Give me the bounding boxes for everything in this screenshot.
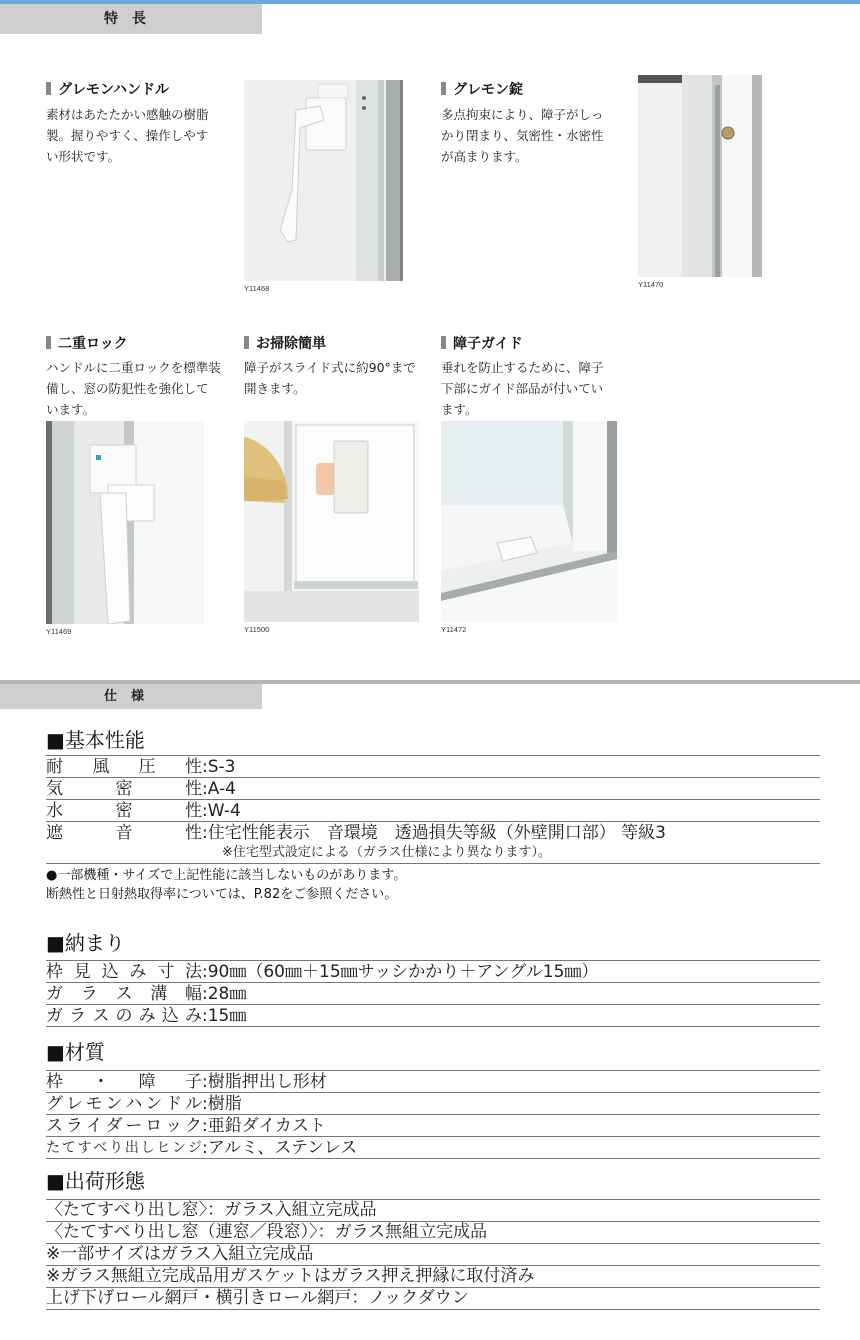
- spec-value: 亜鉛ダイカスト: [207, 1116, 326, 1136]
- spec-label: 枠 見 込 み 寸 法: [46, 962, 202, 982]
- spec-value: 90㎜（60㎜＋15㎜サッシかかり＋アングル15㎜）: [207, 962, 599, 982]
- feature-desc-double-lock: ハンドルに二重ロックを標準装 備し、窓の防犯性を強化して います。: [46, 360, 221, 417]
- features-header-title: 特長: [104, 11, 160, 27]
- spec-label: ガ ラ ス 溝 幅: [46, 984, 202, 1004]
- spec-row: ガ ラ ス 溝 幅 : 28㎜: [46, 983, 820, 1005]
- shipping-row: ※一部サイズはガラス入組立完成品: [46, 1244, 820, 1266]
- spec-value: S-3: [207, 757, 236, 777]
- shipping-row: 〈たてすべり出し窓〉：ガラス入組立完成品: [46, 1199, 820, 1222]
- spec-label: 耐 風 圧 性: [46, 757, 202, 777]
- spec-label: ガ ラ ス の み 込 み: [46, 1006, 202, 1026]
- feature-desc-cleaning: 障子がスライド式に約90°まで 開きます。: [244, 360, 416, 396]
- spec-row: グ レ モ ン ハ ン ド ル : 樹脂: [46, 1093, 820, 1115]
- spec-label: 遮 音 性: [46, 823, 202, 843]
- spec-value: W-4: [207, 801, 241, 821]
- photo-gremon-lock: [638, 75, 762, 277]
- spec-row: 枠 ・ 障 子 : 樹脂押出し形材: [46, 1070, 820, 1093]
- section-title-basic: ■基本性能: [46, 728, 145, 752]
- feature-title-lock: グレモン錠: [441, 79, 523, 99]
- shipping-row: ※ガラス無組立完成品用ガスケットはガラス押え押縁に取付済み: [46, 1266, 820, 1288]
- section-title-material: ■材質: [46, 1040, 105, 1064]
- spec-row: 水 密 性 : W-4: [46, 800, 820, 822]
- photo-code: Y11472: [441, 625, 467, 634]
- spec-row: た て す べ り 出 し ヒ ン ジ : アルミ、ステンレス: [46, 1137, 820, 1159]
- spec-row: 枠 見 込 み 寸 法 : 90㎜（60㎜＋15㎜サッシかかり＋アングル15㎜）: [46, 960, 820, 983]
- spec-subnote: ※住宅型式設定による（ガラス仕様により異なります）。: [46, 843, 820, 864]
- spec-value: A-4: [207, 779, 236, 799]
- photo-sash-guide: [441, 421, 617, 622]
- features-header-tab: [0, 4, 262, 34]
- spec-label: 気 密 性: [46, 779, 202, 799]
- spec-table-material: [46, 1070, 820, 1159]
- spec-row: ガ ラ ス の み 込 み : 15㎜: [46, 1005, 820, 1027]
- spec-label: 枠 ・ 障 子: [46, 1072, 202, 1092]
- feature-desc-lock: 多点拘束により、障子がしっ かり閉まり、気密性・水密性 が高まります。: [441, 107, 604, 164]
- feature-title-handle: グレモンハンドル: [46, 79, 169, 99]
- photo-code: Y11470: [638, 280, 664, 289]
- spec-label: ス ラ イ ダ ー ロ ッ ク: [46, 1116, 202, 1136]
- specs-header-title: 仕様: [104, 689, 159, 704]
- spec-row: 耐 風 圧 性 : S-3: [46, 755, 820, 778]
- specs-header-tab: [0, 684, 262, 709]
- shipping-row: 上げ下げロール網戸・横引きロール網戸：ノックダウン: [46, 1288, 820, 1310]
- spec-note: ●一部機種・サイズで上記性能に該当しないものがあります。 断熱性と日射熱取得率については、P.82をご参照ください。: [46, 868, 407, 902]
- section-title-shipping: ■出荷形態: [46, 1169, 145, 1193]
- spec-value: 住宅性能表示 音環境 透過損失等級（外壁開口部） 等級3: [207, 823, 666, 843]
- photo-double-lock: [46, 421, 204, 624]
- photo-cleaning: [244, 421, 419, 622]
- photo-code: Y11500: [244, 625, 270, 634]
- feature-title-double-lock: 二重ロック: [46, 333, 128, 353]
- shipping-row: 〈たてすべり出し窓（連窓／段窓）〉：ガラス無組立完成品: [46, 1222, 820, 1244]
- spec-label: 水 密 性: [46, 801, 202, 821]
- photo-code: Y11468: [244, 284, 270, 293]
- spec-table-basic: [46, 755, 820, 864]
- spec-row: 気 密 性 : A-4: [46, 778, 820, 800]
- spec-value: アルミ、ステンレス: [207, 1138, 358, 1158]
- feature-desc-handle: 素材はあたたかい感触の樹脂 製。握りやすく、操作しやす い形状です。: [46, 107, 209, 164]
- feature-title-cleaning: お掃除簡単: [244, 333, 326, 353]
- spec-row: 遮 音 性 : 住宅性能表示 音環境 透過損失等級（外壁開口部） 等級3: [46, 823, 666, 843]
- spec-value: 28㎜: [207, 984, 247, 1004]
- photo-gremon-handle: [244, 80, 403, 281]
- spec-value: 樹脂押出し形材: [207, 1072, 327, 1092]
- spec-label: た て す べ り 出 し ヒ ン ジ: [46, 1140, 202, 1156]
- section-title-install: ■納まり: [46, 931, 125, 955]
- spec-label: グ レ モ ン ハ ン ド ル: [46, 1094, 202, 1114]
- spec-table-shipping: [46, 1199, 820, 1310]
- spec-row: ス ラ イ ダ ー ロ ッ ク : 亜鉛ダイカスト: [46, 1115, 820, 1137]
- spec-value: 樹脂: [207, 1094, 242, 1114]
- feature-desc-guide: 垂れを防止するために、障子 下部にガイド部品が付いてい ます。: [441, 360, 604, 417]
- spec-value: 15㎜: [207, 1006, 247, 1026]
- photo-code: Y11469: [46, 627, 72, 636]
- feature-title-guide: 障子ガイド: [441, 333, 523, 353]
- spec-table-install: [46, 960, 820, 1027]
